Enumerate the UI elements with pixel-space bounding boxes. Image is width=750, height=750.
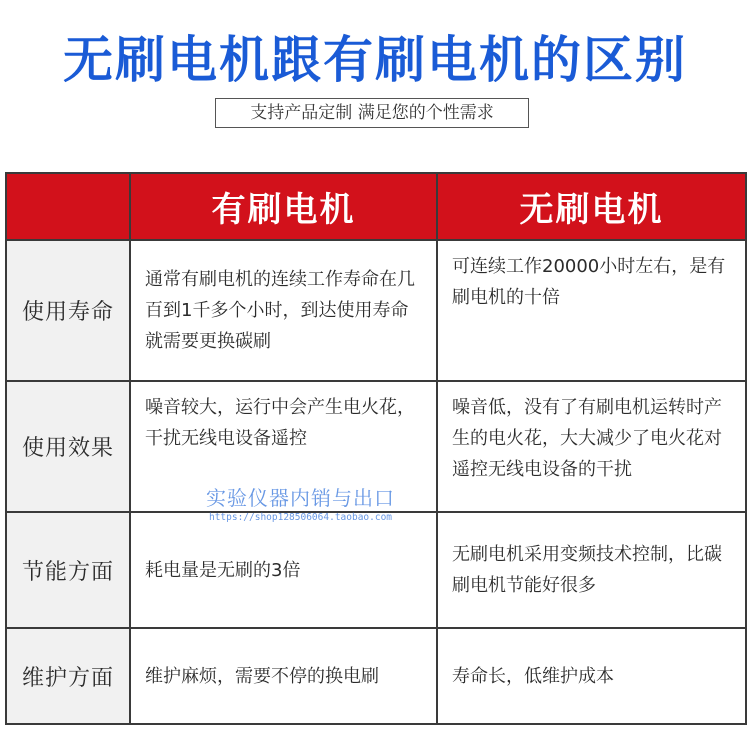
cell-brushless-effect: 噪音低，没有了有刷电机运转时产生的电火花，大大减少了电火花对遥控无线电设备的干扰 bbox=[437, 381, 746, 512]
column-header-brushless: 无刷电机 bbox=[437, 173, 746, 240]
table-row bbox=[6, 628, 746, 724]
row-label-energy: 节能方面 bbox=[6, 512, 130, 628]
cell-brushless-maintenance: 寿命长，低维护成本 bbox=[437, 628, 746, 724]
row-label-lifespan: 使用寿命 bbox=[6, 240, 130, 381]
column-header-brushed: 有刷电机 bbox=[130, 173, 437, 240]
watermark-text: 实验仪器内销与出口 bbox=[206, 486, 395, 510]
cell-brushed-energy: 耗电量是无刷的3倍 bbox=[130, 512, 437, 628]
shop-watermark bbox=[193, 485, 408, 525]
watermark-url: https://shop128506064.taobao.com bbox=[208, 512, 393, 523]
header-corner-cell bbox=[6, 173, 130, 240]
cell-brushless-lifespan: 可连续工作20000小时左右，是有刷电机的十倍 bbox=[437, 240, 746, 381]
comparison-table bbox=[5, 172, 747, 725]
table-row bbox=[6, 512, 746, 628]
row-label-effect: 使用效果 bbox=[6, 381, 130, 512]
cell-brushed-effect: 噪音较大，运行中会产生电火花，干扰无线电设备遥控 bbox=[130, 381, 437, 512]
cell-brushed-maintenance: 维护麻烦，需要不停的换电刷 bbox=[130, 628, 437, 724]
cell-brushed-lifespan: 通常有刷电机的连续工作寿命在几百到1千多个小时，到达使用寿命就需要更换碳刷 bbox=[130, 240, 437, 381]
page-subtitle: 支持产品定制 满足您的个性需求 bbox=[215, 98, 529, 128]
cell-brushless-energy: 无刷电机采用变频技术控制，比碳刷电机节能好很多 bbox=[437, 512, 746, 628]
page-title: 无刷电机跟有刷电机的区别 bbox=[63, 31, 687, 89]
row-label-maintenance: 维护方面 bbox=[6, 628, 130, 724]
table-header-row bbox=[6, 173, 746, 240]
table-row bbox=[6, 240, 746, 381]
